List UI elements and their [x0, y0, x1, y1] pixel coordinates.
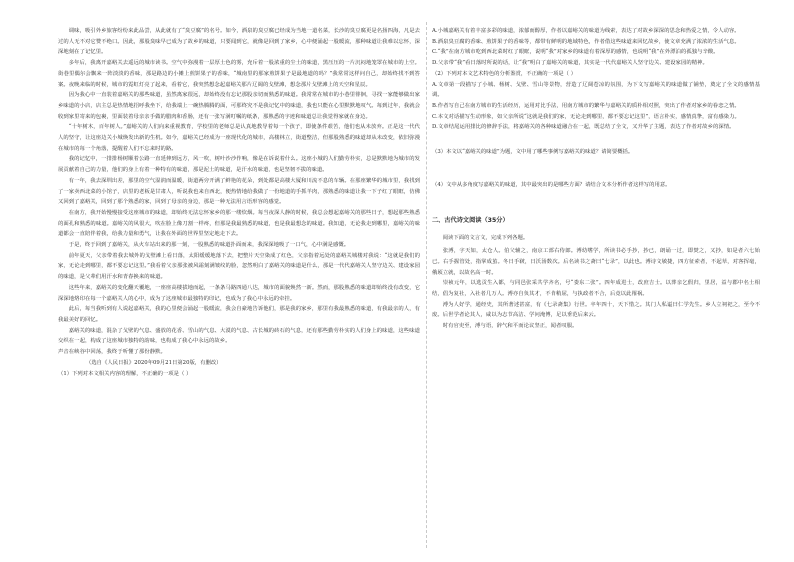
- question-4-stem: （4）文中从多角度写嘉峪关的味道，其中最突出的是哪些方面？请结合文本分析作者这样写的用意。: [432, 181, 671, 188]
- passage-paragraph-11: 此后，每当我听到有人说起嘉峪关，我的心里便会涌起一股暖流，我会自豪地告诉他们，那是我的家乡，那里有我最熟悉的味道，有我最亲的人，有我最美好的回忆。: [58, 306, 420, 323]
- passage-source: （选自《人民日报》2020年09月21日第20版，有删改）: [86, 359, 222, 366]
- passage-paragraph-8: 于是，终于回到了嘉峪关，从火车站出来的那一刻，一股熟悉的味道扑面而来，我深深地吸了一口气，心中满是感慨。: [68, 242, 350, 249]
- classical-paragraph-2: 崇祯元年，以选贡生入都，与同邑张采共学齐名，号“娄东二张”。四年成进士，改庶吉士。以葬亲乞假归，里居，益与郡中名士相结，倡为复社，入社者几万人。溥亦自负其才，不肯稍屈，与执政者不合，后竟以此罹祸。: [432, 280, 760, 297]
- q2-option-b: B.作者写自己在南方城市的生活经历，运用对比手法，用南方城市的繁华与嘉峪关的质朴相对照，突出了作者对家乡的眷恋之情。: [432, 102, 740, 109]
- passage-paragraph-4: “十年树木，百年树人。”嘉峪关的人们向来重视教育，学校里的老师总是认真地教导着每一个孩子，即使条件艰苦，他们也从未放弃。正是这一代代人的坚守，让这座边关小城焕发出新的生机。如今，嘉峪关已经成为一座现代化的城市，高楼林立，街道整洁，但那股熟悉的味道却从未改变，依旧弥漫在城市的每一个角落，提醒着人们不忘来时的路。: [58, 124, 420, 152]
- left-column: [58, 26, 420, 546]
- passage-paragraph-6: 有一年，我去深圳出差，那里的空气湿润而温暖，街道两旁开满了鲜艳的花朵，到处都是高楼大厦和川流不息的车辆。在那座繁华的城市里，我找到了一家卖西北菜的小馆子，店里的老板是甘肃人，听说我也来自西北，便热情地给我做了一份地道的手抓羊肉，那熟悉的味道让我一下子红了眼眶，仿佛又回到了嘉峪关，回到了那个熟悉的家，回到了母亲的身边，那是一种无法用言语形容的感觉。: [58, 177, 420, 206]
- answer-space: [432, 133, 760, 147]
- passage-paragraph-2: 多年后，我离开嘉峪关去遥远的城市读书。空气中弥漫着一层厚土色的雾，充斥着一股浓重的尘土的味道，黑压压的一片沉闷地笼罩在城市的上空。街巷里偶尔会飘来一阵淡淡的香味，那是路边的小摊上煎饼果子的香味，“城南里的那家煎饼果子是最地道的吗？”我常常这样问自己，却始终找不到答案。夜晚来临的时候，城市的霓虹灯亮了起来，看着它，我突然想念起嘉峪关那片辽阔的戈壁滩，想念那片戈壁滩上的天空和星辰。: [58, 60, 420, 88]
- q2-option-c: C.本文对话描写生动形象，如父亲所说“这就是我们的家，无论走到哪里，都不要忘记这里”，语言朴实，感情真挚，富有感染力。: [432, 113, 740, 120]
- q2-option-a: A.文章第一段描写了小城、杨树、戈壁、雪山等景物，营造了辽阔苍凉的氛围，为下文写嘉峪关的味道做了铺垫，奠定了全文的感情基调。: [432, 81, 760, 99]
- section-heading: 二、古代诗文阅读（35分）: [432, 217, 509, 225]
- passage-closing-line: 声音在峡谷中回荡，我终于听懂了那份静默。: [58, 349, 166, 356]
- q1-option-a: A.小城嘉峪关有着丰富多彩的味道，浓郁而醇厚，作者以嘉峪关的味道为线索，表达了对故乡深深的思念和热爱之情，令人动容。: [432, 28, 740, 34]
- classical-paragraph-1: 张溥，字天如，太仓人。伯父辅之，南京工部右侍郎。溥幼嗜学，所读书必手抄，抄已，朗诵一过，即焚之，又抄，如是者六七始已。右手握管处，指掌成茧。冬日手皲，日沃汤数次。后名读书之斋曰“七录”，以此也。溥诗文敏捷，四方征索者，不起草，对客挥毫，俄顷立就，以故名高一时。: [432, 248, 760, 276]
- passage-paragraph-10: 这些年来，嘉峪关的变化翻天覆地，一座座高楼拔地而起，一条条马路四通八达，城市的面貌焕然一新。然而，那股熟悉的味道却始终没有改变，它深深地烙印在每一个嘉峪关人的心中，成为了这座城市最独特的印记，也成为了我心中永远的牵挂。: [58, 284, 420, 302]
- passage-paragraph-12: 嘉峪关的味道，混杂了戈壁的气息、盛放的花香、雪山的气息、大漠的气息、古长城的砖石的气息，还有那些勤劳朴实的人们身上的味道，这些味道交织在一起，构成了这座城市独特的韵味，也构成了我心中永远的故乡。: [58, 327, 420, 345]
- q1-option-b: B.酒泉臭豆腐的香味、煎饼果子的香味等，都带有鲜明的地域特色，作者借这些味道来回忆故乡，使文章充满了浓浓的生活气息。: [432, 38, 740, 45]
- passage-paragraph-9: 前年夏天，父亲带着我去城外的戈壁滩上看日落，太阳缓缓地落下去，把整片天空染成了红色，父亲指着远处的嘉峪关城楼对我说：“这就是我们的家，无论走到哪里，都不要忘记这里。”我看着父亲那张被风霜刻满皱纹的脸，忽然明白了嘉峪关的味道是什么，那是一代代嘉峪关人坚守边关、建设家园的味道，是父辈们用汗水和青春换来的味道。: [58, 252, 420, 281]
- passage-paragraph-1: 调味，吸引外乡旅客纷纷来此品尝，从此就有了“臭豆腐”的名号。如今，酒泉的臭豆腐已经成为当地一道名菜，长沙的臭豆腐更是名扬四海，凡是去过的人无不对它赞不绝口。因此，那股臭味早已成为了故乡的味道，只要闻到它，就像是回到了家乡，心中便涌起一股暖流，那种味道让我难以忘怀，深深地刻在了记忆里。: [58, 28, 420, 56]
- question-1-stem: （1）下列对本文相关内容的理解，不正确的一项是（ ）: [58, 370, 192, 377]
- q1-option-d: D.父亲带“我”看日落时所说的话，让“我”明白了嘉峪关的味道，其实是一代代嘉峪关人坚守边关、建设家园的精神。: [432, 60, 708, 67]
- section-instruction: 阅读下面的文言文，完成下列各题。: [442, 235, 529, 242]
- q1-option-c: C.“我”在南方城市吃到西北菜时红了眼眶，说明“我”对家乡的味道有着深厚的感情，也说明“我”在外漂泊的孤独与辛酸。: [432, 49, 719, 56]
- classical-paragraph-3: 溥为人好学，通经史，其所著述甚富，有《七录斋集》行世。卒年四十，天下惜之。其门人私谥曰仁学先生。乡人立祠祀之，至今不废。后世学者论其人，咸以为志节高洁、学问淹博，足以垂范后来云。: [432, 301, 760, 319]
- answer-space: [432, 190, 760, 212]
- right-column: [432, 26, 760, 546]
- question-2-stem: （2）下列对本文艺术特色的分析鉴赏，不正确的一项是（ ）: [432, 70, 577, 77]
- q2-option-d: D.文章结尾运用排比的修辞手法，将嘉峪关的各种味道融合在一起，既总结了全文，又升华了主题，表达了作者对故乡的深情。: [432, 124, 735, 131]
- question-3-stem: （3）本文以“嘉峪关的味道”为题，文中用了哪些事例写嘉峪关的味道？请简要概括。: [432, 149, 634, 156]
- classical-paragraph-4: 时有官吏至，溥与语，辞气和平而论议坚正，闻者叹服。: [442, 323, 578, 330]
- answer-space: [432, 158, 760, 180]
- passage-paragraph-7: 在南方，我开始慢慢接受这座城市的味道，却始终无法忘怀家乡的那一缕炊烟。每当夜深人静的时候，我总会想起嘉峪关的那些日子，想起那些熟悉的面孔和熟悉的味道。嘉峪关的风很大，吹在脸上像刀割一样疼，但那是我最熟悉的味道，也是我最想念的味道。我知道，无论我走到哪里，嘉峪关的味道都会一直陪伴着我，给我力量和勇气，让我在外面的世界里坚定地走下去。: [58, 209, 420, 238]
- passage-paragraph-5: 我的记忆中，一排排杨树顺着公路一直延伸到远方，风一吹，树叶沙沙作响，像是在诉说着什么。这座小城的人们勤劳朴实，总是默默地为城市的发展贡献着自己的力量，他们的身上有着一种特有的味道，那是泥土的味道，是汗水的味道，也是坚韧不拔的味道。: [58, 156, 420, 174]
- column-divider: [426, 22, 427, 548]
- passage-paragraph-3: 因为我心中一直装着嘉峪关的那些味道，虽然离家很远，却始终没有忘记那股亲切而熟悉的味道。我常常在城市的小巷里徘徊，寻找一家能够做出家乡味道的小店，店主总是热情地招呼我坐下，给我端上一碗热腾腾的面，可那终究不是我记忆中的味道，我也只能在心里默默地叹气。每到过年，我就会收到家里寄来的包裹，里面装着母亲亲手做的腊肉和香肠，还有一张写满叮嘱的纸条，那熟悉的字迹和味道总让我觉得家就在身边。: [58, 92, 420, 120]
